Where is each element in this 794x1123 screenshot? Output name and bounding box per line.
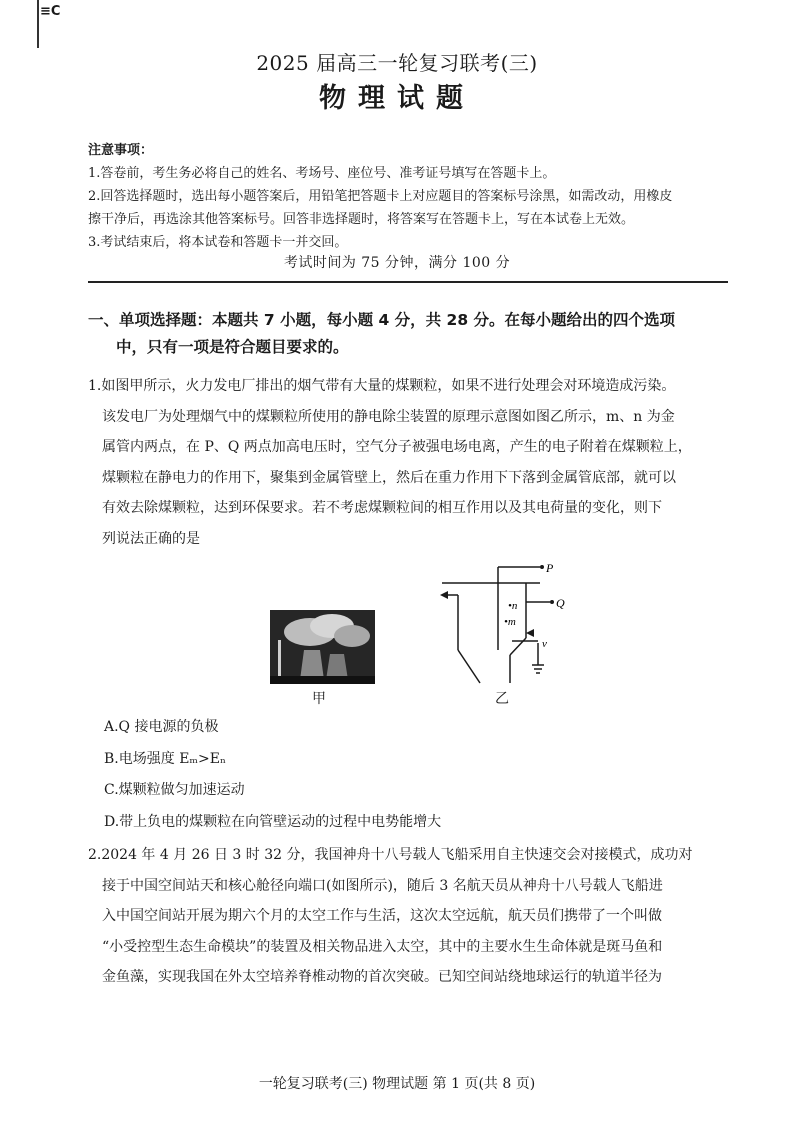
- question-2-line: “小受控型生态生命模块”的装置及相关物品进入太空，其中的主要水生生命体就是斑马鱼和: [102, 938, 663, 955]
- question-2: [88, 840, 736, 993]
- question-1-line: 属管内两点，在 P、Q 两点加高电压时，空气分子被强电场电离，产生的电子附着在煤颗粒上，: [102, 439, 692, 455]
- option-b: B.电场强度 Eₘ>Eₙ: [104, 750, 227, 767]
- binding-line: [37, 0, 39, 48]
- question-1-options: [104, 712, 724, 838]
- flow-v-label: v: [542, 638, 547, 650]
- point-Q-label: Q: [556, 596, 565, 610]
- question-1-figures: [0, 555, 794, 715]
- figure-label-yi: 乙: [495, 691, 509, 707]
- section-heading: [88, 307, 738, 361]
- electrostatic-precipitator-diagram: [430, 555, 570, 690]
- question-1-line: 列说法正确的是: [102, 530, 200, 547]
- exam-time-info: 考试时间为 75 分钟，满分 100 分: [283, 255, 511, 271]
- question-1-line: 该发电厂为处理烟气中的煤颗粒所使用的静电除尘装置的原理示意图如图乙所示，m、n 为金: [102, 408, 675, 425]
- page-footer: 一轮复习联考(三) 物理试题 第 1 页(共 8 页): [258, 1076, 536, 1092]
- section-heading-line2: 中，只有一项是符合题目要求的。: [116, 338, 349, 356]
- question-1-line: 煤颗粒在静电力的作用下，聚集到金属管壁上，然后在重力作用下下落到金属管底部，就可以: [102, 469, 676, 486]
- question-2-line: 入中国空间站开展为期六个月的太空工作与生活，这次太空远航，航天员们携带了一个叫做: [102, 908, 662, 924]
- exam-title: 2025 届高三一轮复习联考(三): [256, 51, 538, 75]
- option-c: C.煤颗粒做匀加速运动: [104, 782, 245, 798]
- notice-item: 擦干净后，再选涂其他答案标号。回答非选择题时，将答案写在答题卡上，写在本试卷上无效。: [88, 212, 635, 227]
- question-2-line: 2.2024 年 4 月 26 日 3 时 32 分，我国神舟十八号载人飞船采用自主快速交会对接模式，成功对: [88, 847, 693, 863]
- power-plant-photo: [270, 610, 375, 684]
- notice-block: [88, 139, 728, 254]
- notice-item: 1.答卷前，考生务必将自己的姓名、考场号、座位号、准考证号填写在答题卡上。: [88, 166, 556, 181]
- power-plant-image: [270, 610, 375, 684]
- question-2-line: 接于中国空间站天和核心舱径向端口(如图所示)，随后 3 名航天员从神舟十八号载人飞船进: [102, 877, 663, 894]
- question-1: [88, 371, 736, 554]
- option-a: A.Q 接电源的负极: [104, 719, 219, 735]
- section-heading-line1: 一、单项选择题：本题共 7 小题，每小题 4 分，共 28 分。在每小题给出的四个选项: [88, 311, 676, 329]
- figure-label-jia: 甲: [312, 691, 326, 707]
- corner-mark: ≡C: [40, 4, 61, 19]
- notice-item: 2.回答选择题时，选出每小题答案后，用铅笔把答题卡上对应题目的答案标号涂黑，如需改动，用橡皮: [88, 189, 673, 204]
- point-P-label: P: [546, 561, 554, 575]
- notice-heading: 注意事项：: [88, 143, 154, 158]
- question-1-line: 有效去除煤颗粒，达到环保要求。若不考虑煤颗粒间的相互作用以及其电荷量的变化，则下: [102, 500, 662, 516]
- notice-item: 3.考试结束后，将本试卷和答题卡一并交回。: [88, 235, 348, 250]
- point-m-label: •m: [504, 616, 516, 628]
- option-d: D.带上负电的煤颗粒在向管壁运动的过程中电势能增大: [104, 813, 442, 830]
- question-1-line: 1.如图甲所示，火力发电厂排出的烟气带有大量的煤颗粒，如果不进行处理会对环境造成污染。: [88, 378, 676, 394]
- subject-title: 物理试题: [319, 83, 475, 114]
- divider-rule: [88, 281, 728, 283]
- point-n-label: •n: [508, 600, 518, 612]
- question-2-line: 金鱼藻，实现我国在外太空培养脊椎动物的首次突破。已知空间站绕地球运行的轨道半径为: [102, 969, 662, 985]
